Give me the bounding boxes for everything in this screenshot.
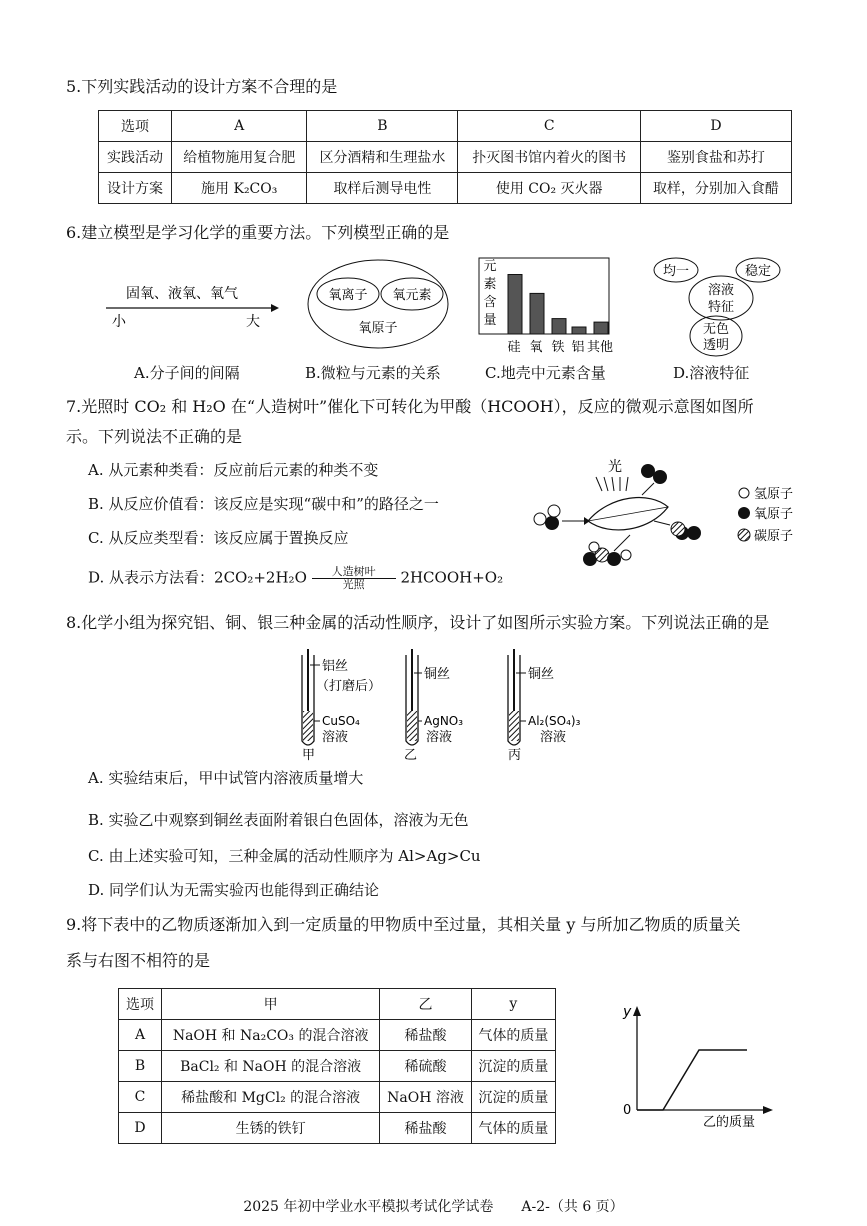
- q9-curve: [637, 1050, 747, 1110]
- hydrogen-atom-icon: [589, 542, 599, 552]
- q7-legend-h: 氢原子: [754, 487, 794, 502]
- q5-r2c3: 使用 CO₂ 灭火器: [458, 173, 640, 204]
- q9-graph: [615, 1000, 785, 1130]
- q6-c-ylabel-2: 含: [483, 295, 497, 310]
- q9-graph-x: 乙的质量: [703, 1115, 756, 1130]
- q6-c-bar-0: [508, 275, 522, 335]
- q6-d-bottom-1: 无色: [702, 322, 730, 337]
- q5-r2c1: 施用 K₂CO₃: [172, 173, 307, 204]
- q6-cap-d: D.溶液特征: [673, 364, 750, 382]
- q8-option-a: A. 实验结束后，甲中试管内溶液质量增大: [88, 769, 364, 787]
- legend-oxygen-icon: [738, 507, 750, 519]
- q5-h1: A: [172, 111, 307, 142]
- q7-stem-1: 7.光照时 CO₂ 和 H₂O 在“人造树叶”催化下可转化为甲酸（HCOOH），反应的微观示意图如图所: [66, 397, 754, 416]
- oxygen-atom-icon: [653, 470, 667, 484]
- table-row: [119, 1020, 556, 1051]
- legend-carbon-icon: [738, 529, 750, 541]
- q5-r1c3: 扑灭图书馆内着火的图书: [458, 142, 640, 173]
- q9-r3c0: D: [119, 1113, 162, 1144]
- carbon-atom-icon: [671, 522, 685, 536]
- q6-c-bar-3: [572, 327, 586, 334]
- q7-option-a: A. 从元素种类看：反应前后元素的种类不变: [88, 461, 379, 479]
- q8-t3-wire: 铜丝: [528, 667, 555, 682]
- legend-hydrogen-icon: [739, 488, 749, 498]
- q9-r1c3: 沉淀的质量: [471, 1051, 555, 1082]
- q7-light: 光: [608, 459, 622, 475]
- q7-option-b: B. 从反应价值看：该反应是实现“碳中和”的路径之一: [88, 495, 439, 513]
- q8-t2-wire: 铜丝: [424, 667, 451, 682]
- q6-stem: 6.建立模型是学习化学的重要方法。下列模型正确的是: [66, 223, 450, 242]
- q8-t1-sol2: 溶液: [322, 730, 349, 745]
- q6-c-cat-1: 氧: [529, 340, 543, 355]
- q7-legend-o: 氧原子: [754, 507, 794, 522]
- q6-c-cat-2: 铁: [551, 340, 565, 355]
- table-row: [119, 989, 556, 1020]
- q8-option-d: D. 同学们认为无需实验丙也能得到正确结论: [88, 881, 380, 899]
- q7-micro-diagram: [530, 455, 840, 575]
- q6-b-ion: 氧离子: [328, 288, 368, 303]
- q9-r3c1: 生锈的铁钉: [162, 1113, 380, 1144]
- q6-cap-b: B.微粒与元素的关系: [305, 364, 441, 382]
- q5-r2c0: 设计方案: [99, 173, 172, 204]
- q6-c-ylabel-1: 素: [483, 277, 497, 292]
- q6-a-big: 大: [246, 314, 260, 330]
- q7-d-bot: 光照: [342, 578, 365, 591]
- q8-t2-name: 乙: [404, 748, 418, 763]
- hydrogen-atom-icon: [534, 513, 546, 525]
- q6-c-ylabel-3: 量: [483, 313, 497, 328]
- q7-option-c: C. 从反应类型看：该反应属于置换反应: [88, 529, 349, 547]
- hydrogen-atom-icon: [548, 505, 560, 517]
- q9-h0: 选项: [119, 989, 162, 1020]
- q9-stem-2: 系与右图不相符的是: [66, 951, 211, 970]
- solution-2: [407, 711, 417, 741]
- q5-h3: C: [458, 111, 640, 142]
- q6-cap-c: C.地壳中元素含量: [485, 364, 606, 382]
- q6-d-center-2: 特征: [707, 300, 735, 315]
- q8-t3-sol2: 溶液: [540, 730, 567, 745]
- q8-t2-sol1: AgNO₃: [424, 714, 464, 728]
- q8-option-c: C. 由上述实验可知，三种金属的活动性顺序为 Al>Ag>Cu: [88, 847, 481, 865]
- table-row: [119, 1082, 556, 1113]
- q6-a-line: 固氧、液氧、氧气: [126, 286, 238, 302]
- q8-test-tubes: [290, 645, 610, 763]
- q6-d-right-text: 稳定: [744, 264, 772, 279]
- q9-r3c2: 稀盐酸: [380, 1113, 471, 1144]
- q9-table: [118, 988, 556, 1144]
- q9-r2c0: C: [119, 1082, 162, 1113]
- oxygen-atom-icon: [641, 464, 655, 478]
- oxygen-atom-icon: [687, 526, 701, 540]
- oxygen-atom-icon: [607, 552, 621, 566]
- q5-stem: 5.下列实践活动的设计方案不合理的是: [66, 77, 338, 96]
- table-row: [99, 173, 792, 204]
- q9-graph-origin: 0: [623, 1103, 632, 1118]
- q8-t1-wire: 铝丝: [322, 659, 349, 674]
- table-row: [119, 1051, 556, 1082]
- q7-legend-c: 碳原子: [754, 529, 794, 544]
- q5-h2: B: [307, 111, 458, 142]
- q7-d-top: 人造树叶: [331, 565, 376, 578]
- q9-h1: 甲: [162, 989, 380, 1020]
- table-row: [119, 1113, 556, 1144]
- q7-d-post: 2HCOOH+O₂: [400, 568, 504, 587]
- q7-d-pre: D. 从表示方法看：2CO₂+2H₂O: [88, 568, 307, 587]
- q5-r1c0: 实践活动: [99, 142, 172, 173]
- q6-c-bar-1: [530, 293, 544, 334]
- q9-r1c0: B: [119, 1051, 162, 1082]
- q8-t3-name: 丙: [508, 748, 522, 763]
- q6-c-cat-0: 硅: [507, 340, 521, 355]
- q6-c-ylabel-0: 元: [483, 259, 497, 274]
- solution-3: [509, 711, 519, 741]
- q6-d-left-text: 均一: [662, 264, 690, 279]
- q5-r2c2: 取样后测导电性: [307, 173, 458, 204]
- q6-models: [96, 252, 826, 360]
- q8-t1-note: （打磨后）: [316, 679, 382, 694]
- q9-r2c3: 沉淀的质量: [471, 1082, 555, 1113]
- q8-t3-sol1: Al₂(SO₄)₃: [528, 714, 581, 728]
- q7-stem-2: 示。下列说法不正确的是: [66, 427, 243, 446]
- q5-r1c1: 给植物施用复合肥: [172, 142, 307, 173]
- q6-a-small: 小: [112, 314, 126, 330]
- q6-c-bar-2: [552, 319, 566, 334]
- q5-r2c4: 取样，分别加入食醋: [640, 173, 791, 204]
- solution-1: [303, 711, 313, 741]
- q9-r0c2: 稀盐酸: [380, 1020, 471, 1051]
- q9-r1c2: 稀硫酸: [380, 1051, 471, 1082]
- q9-graph-y: y: [623, 1004, 632, 1020]
- hydrogen-atom-icon: [621, 550, 631, 560]
- oxygen-atom-icon: [545, 516, 559, 530]
- q6-b-elem: 氧元素: [392, 288, 432, 303]
- page-footer: 2025 年初中学业水平模拟考试化学试卷 A-2-（共 6 页）: [243, 1199, 624, 1215]
- q5-h0: 选项: [99, 111, 172, 142]
- q9-r2c2: NaOH 溶液: [380, 1082, 471, 1113]
- q6-c-cat-4: 其他: [586, 340, 614, 355]
- q9-r1c1: BaCl₂ 和 NaOH 的混合溶液: [162, 1051, 380, 1082]
- q9-h2: 乙: [380, 989, 471, 1020]
- q6-b-atom: 氧原子: [358, 321, 398, 336]
- q6-c-bar-4: [594, 322, 608, 334]
- q8-t1-sol1: CuSO₄: [322, 714, 360, 728]
- q9-h3: y: [471, 989, 555, 1020]
- q5-table: [98, 110, 792, 204]
- q9-x-arrowhead: [763, 1106, 773, 1114]
- q9-y-arrowhead: [633, 1006, 641, 1016]
- q9-r0c1: NaOH 和 Na₂CO₃ 的混合溶液: [162, 1020, 380, 1051]
- q8-t2-sol2: 溶液: [426, 730, 453, 745]
- q8-stem: 8.化学小组为探究铝、铜、银三种金属的活动性顺序，设计了如图所示实验方案。下列说法正确的是: [66, 613, 770, 632]
- q6-d-bottom-2: 透明: [702, 338, 730, 353]
- q6-a-arrowhead: [271, 304, 279, 312]
- q8-t1-name: 甲: [302, 748, 316, 763]
- q5-r1c4: 鉴别食盐和苏打: [640, 142, 791, 173]
- q8-option-b: B. 实验乙中观察到铜丝表面附着银白色固体，溶液为无色: [88, 811, 469, 829]
- q9-stem-1: 9.将下表中的乙物质逐渐加入到一定质量的甲物质中至过量，其相关量 y 与所加乙物质的质量关: [66, 915, 741, 934]
- q9-r2c1: 稀盐酸和 MgCl₂ 的混合溶液: [162, 1082, 380, 1113]
- q6-c-cat-3: 铝: [571, 340, 585, 355]
- q7-option-d: [88, 566, 503, 591]
- table-row: [99, 142, 792, 173]
- q6-cap-a: A.分子间的间隔: [134, 364, 240, 382]
- q7-d-arrow: [312, 566, 396, 591]
- q6-d-center-1: 溶液: [707, 283, 735, 298]
- q5-h4: D: [640, 111, 791, 142]
- q5-r1c2: 区分酒精和生理盐水: [307, 142, 458, 173]
- table-row: [99, 111, 792, 142]
- q9-r3c3: 气体的质量: [471, 1113, 555, 1144]
- q9-r0c3: 气体的质量: [471, 1020, 555, 1051]
- q9-r0c0: A: [119, 1020, 162, 1051]
